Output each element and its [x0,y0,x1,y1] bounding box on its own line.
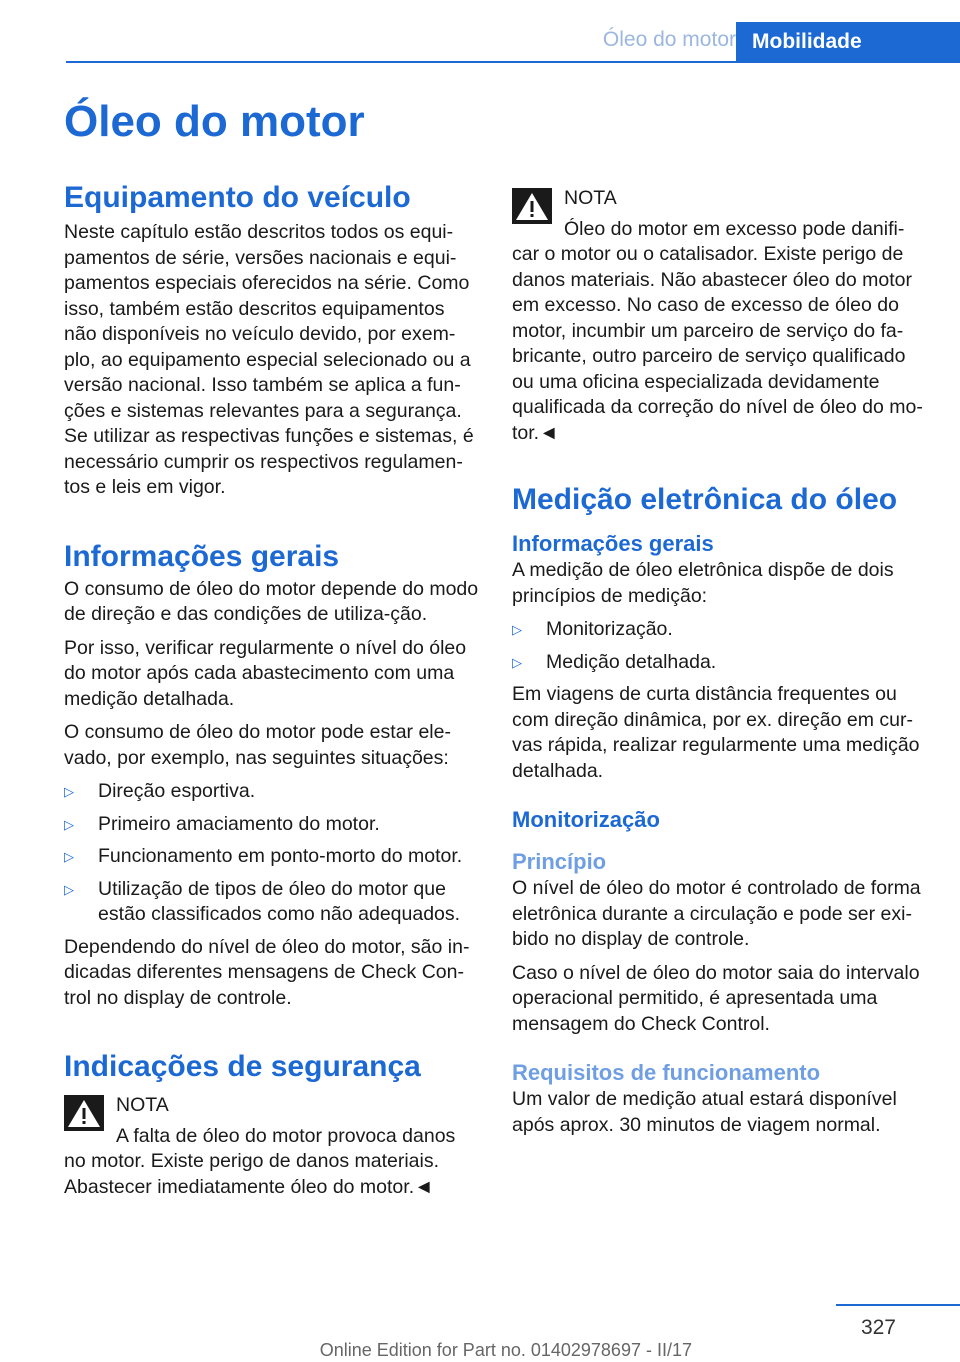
equipment-heading: Equipamento do veículo [64,181,411,214]
requirements-text: Um valor de medição atual estará disponível após aprox. 30 minutos de viagem normal. [512,1088,897,1136]
warning-triangle-icon [64,1095,104,1131]
chapter-tab: Mobilidade [736,22,960,62]
list-item: ▷ Primeiro amaciamento do motor. [64,812,479,838]
safety-heading: Indicações de segurança [64,1050,421,1083]
right-general-info-text: A medição de óleo eletrônica dispõe de dois princípios de medição: [512,559,894,607]
triangle-bullet-icon: ▷ [64,816,74,832]
note-label: NOTA [564,187,617,209]
principle-p1: O nível de óleo do motor é controlado de forma eletrônica durante a circulação e pode ser exi-bido no display de controle. [512,877,921,950]
triangle-bullet-icon: ▷ [512,654,522,670]
triangle-bullet-icon: ▷ [64,849,74,864]
principle-p2: Caso o nível de óleo do motor saia do intervalo operacional permitido, é apresentada uma mensagem do Check Control. [512,961,920,1035]
general-info-heading: Informações gerais [64,539,340,573]
travel-text: Em viagens de curta distância frequentes ou com direção dinâmica, por ex. direção em cur-vas rápida, realizar regularmente uma medição detalhada. [512,683,920,782]
list-item: ▷ Utilização de tipos de óleo do motor que estão classificados como não adequados. [64,877,461,925]
page-title: Óleo do motor [64,97,365,146]
edition-footer: Online Edition for Part no. 01402978697 - II/17 [319,1340,692,1360]
general-info-p3: O consumo de óleo do motor pode estar ele-vado, por exemplo, nas seguintes situações: [64,721,451,769]
requirements-heading: Requisitos de funcionamento [512,1060,821,1085]
list-item: ▷ Medição detalhada. [512,650,927,676]
warning-triangle-icon [512,188,552,224]
safety-note [64,1093,479,1200]
right-column [512,186,927,1146]
triangle-bullet-icon: ▷ [512,622,522,637]
page-header [0,0,960,62]
electronic-measurement-heading: Medição eletrônica do óleo [512,483,898,516]
principles-list [512,617,927,675]
left-column [64,178,479,1200]
excess-oil-note [512,186,927,446]
footer-rule [836,1304,960,1306]
note-label: NOTA [116,1094,169,1116]
right-general-info-heading: Informações gerais [512,531,714,556]
section-tab: Óleo do motor [602,28,736,51]
general-info-p4: Dependendo do nível de óleo do motor, são in-dicadas diferentes mensagens de Check Con-trol no display de controle. [64,935,470,1009]
monitoring-heading: Monitorização [512,807,660,832]
general-info-p1: O consumo de óleo do motor depende do modo de direção e das condições de utiliza-ção. [64,577,479,625]
list-item: ▷ Monitorização. [512,617,927,643]
general-info-p2: Por isso, verificar regularmente o nível do óleo do motor após cada abastecimento com uma medição detalhada. [64,636,467,710]
equipment-text: Neste capítulo estão descritos todos os equi-pamentos de série, versões nacionais e equi-pamentos especiais oferecidos na série. Como isso, também estão descritos equipamentos não disponíveis no veículo devido, por exem-plo, ao equipamento especial selecionado ou a versão nacional. Isso também se aplica a fun-ções e sistemas relevantes para a segurança. Se utilizar as respectivas funções e sistemas, é necessário cumprir os respectivos regulamen-tos e leis em vigor. [64,221,474,498]
page-number: 327 [860,1316,896,1339]
list-item: ▷ Funcionamento em ponto-morto do motor. [64,844,479,870]
triangle-bullet-icon: ▷ [64,881,74,897]
principle-heading: Princípio [512,849,607,874]
list-item: ▷ Direção esportiva. [64,779,479,805]
excess-oil-note-text: Óleo do motor em excesso pode danifi-car o motor ou o catalisador. Existe perigo de danos materiais. Não abastecer óleo do motor em excesso. No caso de excesso de óleo do motor, incumbir um parceiro de serviço do fa-bricante, outro parceiro de serviço qualificado ou uma oficina especializada devidamente qualificada da correção do nível de óleo do mo-tor.◄ [512,217,923,444]
safety-note-text: A falta de óleo do motor provoca danos no motor. Existe perigo de danos materiais. Abastecer imediatamente óleo do motor.◄ [64,1124,456,1198]
consumption-list [64,779,479,928]
header-rule [66,61,960,63]
triangle-bullet-icon: ▷ [64,784,74,799]
